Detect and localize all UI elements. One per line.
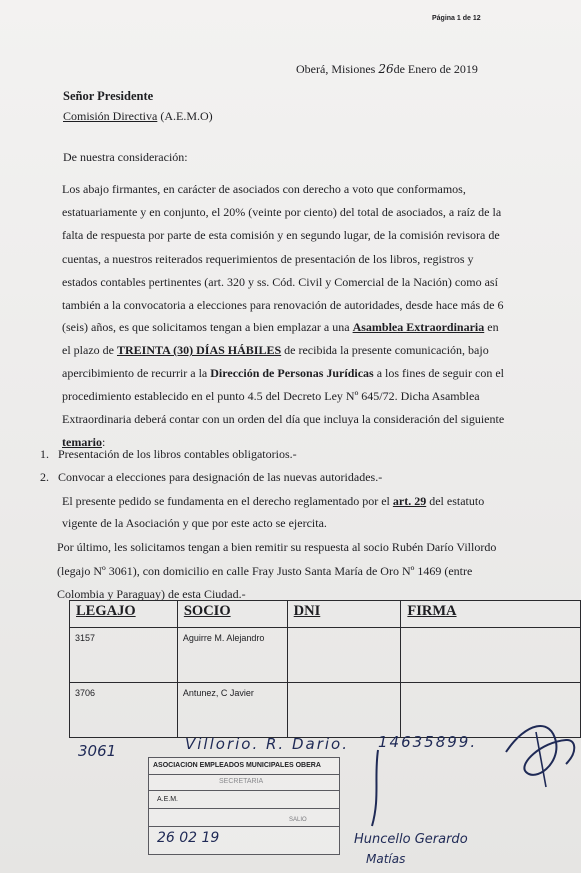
- handwritten-receiver-name: Matías: [366, 852, 406, 866]
- text-span: Los abajo firmantes, en carácter de asociados con derecho a voto que conformamos,: [62, 182, 466, 196]
- emphasized-text: Asamblea Extraordinaria: [352, 320, 485, 334]
- emphasized-text: temario: [62, 435, 102, 449]
- handwritten-dni: 14635899.: [378, 733, 478, 751]
- text-span: Colombia y Paraguay) de esta Ciudad.-: [57, 587, 246, 601]
- commission-abbrev: (A.E.M.O): [157, 109, 213, 123]
- column-header-socio: SOCIO: [177, 601, 287, 628]
- text-span: del estatuto: [426, 494, 485, 508]
- text-span: Por último, les solicitamos tengan a bien remitir su respuesta al socio Rubén Darío Villordo: [57, 540, 497, 554]
- closing-line: [62, 494, 484, 509]
- text-span: de recibida la presente comunicación, bajo: [281, 343, 489, 357]
- closing-line: [57, 540, 496, 555]
- text-span: Extraordinaria deberá contar con un orden del día que incluya la consideración del siguiente: [62, 412, 505, 426]
- handwritten-receiver: Huncello Gerardo: [354, 832, 468, 847]
- closing-line: [62, 516, 327, 531]
- table-row: [70, 628, 581, 683]
- body-line: [62, 366, 504, 381]
- body-line: [62, 182, 466, 197]
- text-span: :: [101, 435, 106, 449]
- addressee-title: Señor Presidente: [63, 89, 154, 103]
- text-span: El presente pedido se fundamenta en el derecho reglamentado por el: [62, 494, 393, 508]
- body-line: [62, 389, 480, 404]
- text-span: a los fines de seguir con el: [373, 366, 504, 380]
- agenda-number: 1.: [40, 447, 49, 461]
- agenda-item: Convocar a elecciones para designación de las nuevas autoridades.-: [58, 470, 383, 484]
- page-number: Página 1 de 12: [432, 15, 481, 22]
- column-header-firma: FIRMA: [401, 601, 581, 628]
- column-header-dni: DNI: [287, 601, 401, 628]
- addressee-commission: [63, 109, 213, 124]
- handwritten-legajo: 3061: [78, 742, 117, 760]
- greeting: De nuestra consideración:: [63, 150, 188, 164]
- emphasized-text: TREINTA (30) DÍAS HÁBILES: [116, 343, 282, 357]
- text-span: en: [484, 320, 499, 334]
- stamp-aem: A.E.M.: [157, 796, 179, 803]
- text-span: cuentas, a nuestros reiterados requerimientos de presentación de los libros, registros y: [62, 252, 474, 266]
- date-day-handwritten: 26: [378, 62, 394, 76]
- body-line: [62, 275, 498, 290]
- date-place: Oberá, Misiones: [296, 62, 376, 76]
- body-line: [62, 298, 503, 313]
- reception-stamp: [148, 757, 340, 855]
- agenda-item: Presentación de los libros contables obligatorios.-: [58, 447, 297, 461]
- body-line: [62, 205, 501, 220]
- text-span: el plazo de: [62, 343, 117, 357]
- cell-firma: [401, 628, 581, 683]
- cell-socio: Aguirre M. Alejandro: [177, 628, 287, 683]
- date-month-year: de Enero de 2019: [393, 62, 478, 76]
- text-span: vigente de la Asociación y que por este acto se ejercita.: [62, 516, 327, 530]
- cell-dni: [287, 683, 401, 738]
- body-line: [62, 228, 500, 243]
- emphasized-text: art. 29: [392, 494, 427, 508]
- cell-legajo: 3157: [70, 628, 178, 683]
- text-span: falta de respuesta por parte de esta comisión y en segundo lugar, de la comisión revisora de: [62, 228, 500, 242]
- column-header-legajo: LEGAJO: [70, 601, 178, 628]
- text-span: estados contables pertinentes (art. 320 y ss. Cód. Civil y Comercial de la Nación) como así: [62, 275, 498, 289]
- text-span: apercibimiento de recurrir a la: [62, 366, 211, 380]
- date-line: [296, 62, 478, 77]
- signature-scribble-icon: [496, 712, 581, 792]
- commission-name: Comisión Directiva: [63, 109, 158, 123]
- emphasized-text: Dirección de Personas Jurídicas: [210, 366, 374, 380]
- body-line: [62, 320, 499, 335]
- stamp-date-handwritten: 26 02 19: [157, 830, 220, 846]
- text-span: procedimiento establecido en el punto 4.5 del Decreto Ley Nº 645/72. Dicha Asamblea: [62, 389, 480, 403]
- text-span: (legajo Nº 3061), con domicilio en calle Fray Justo Santa María de Oro Nº 1469 (entre: [57, 564, 473, 578]
- stamp-organization: ASOCIACION EMPLEADOS MUNICIPALES OBERA: [153, 762, 321, 769]
- agenda-number: 2.: [40, 470, 49, 484]
- body-line: [62, 343, 489, 358]
- stamp-salio: SALIO: [289, 817, 307, 823]
- closing-line: [57, 564, 472, 579]
- stamp-department: SECRETARIA: [219, 778, 264, 785]
- table-header-row: [70, 601, 581, 628]
- text-span: también a la convocatoria a elecciones para renovación de autoridades, desde hace más de 6: [62, 298, 504, 312]
- cell-dni: [287, 628, 401, 683]
- body-line: [62, 412, 504, 427]
- body-line: [62, 252, 474, 267]
- cell-socio: Antunez, C Javier: [177, 683, 287, 738]
- pen-stroke-icon: [366, 748, 388, 828]
- text-span: estatuariamente y en conjunto, el 20% (veinte por ciento) del total de asociados, a raíz de la: [62, 205, 502, 219]
- handwritten-name: Villorio. R. Dario.: [185, 735, 349, 753]
- text-span: (seis) años, es que solicitamos tengan a bien emplazar a una: [62, 320, 353, 334]
- cell-legajo: 3706: [70, 683, 178, 738]
